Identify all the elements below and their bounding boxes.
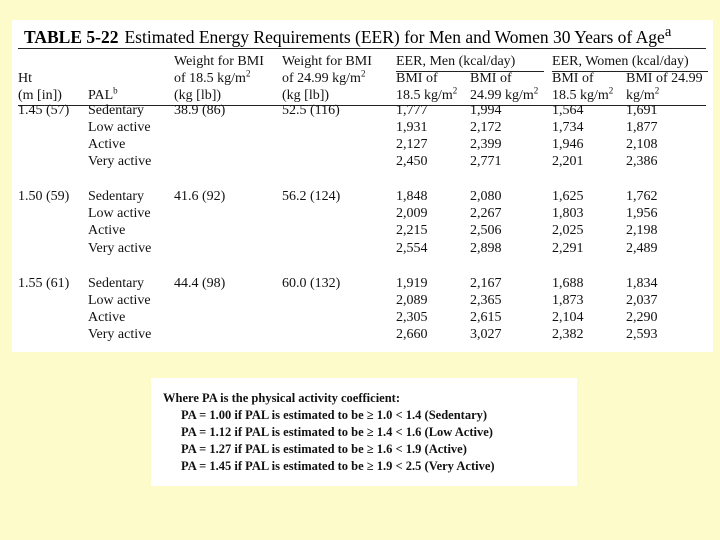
- eer-women-185-cell: 1,803: [552, 206, 584, 222]
- weight-2499-cell: 52.5 (116): [282, 102, 340, 118]
- eer-women-rule: [552, 71, 708, 72]
- eer-men-185-cell: 1,931: [396, 119, 428, 135]
- eer-men-2499-cell: 3,027: [470, 327, 502, 343]
- eer-women-2499-cell: 2,198: [626, 223, 658, 239]
- pal-cell: Sedentary: [88, 102, 144, 118]
- header-women-bmi-2499-sq: 2: [654, 85, 660, 96]
- height-cell: 1.45 (57): [18, 102, 70, 118]
- weight-185-cell: 44.4 (98): [174, 275, 226, 291]
- eer-men-185-cell: 1,777: [396, 102, 428, 118]
- title-footnote-mark: a: [664, 24, 672, 40]
- note-line-sedentary: PA = 1.00 if PAL is estimated to be ≥ 1.0 < 1.4 (Sedentary): [181, 408, 488, 422]
- eer-men-185-cell: 2,305: [396, 309, 428, 325]
- pal-cell: Low active: [88, 119, 151, 135]
- header-men-bmi-2499-line2-text: 24.99 kg/m: [470, 88, 534, 103]
- eer-women-185-cell: 2,291: [552, 240, 584, 256]
- eer-women-2499-cell: 1,877: [626, 119, 658, 135]
- eer-table: [12, 20, 713, 352]
- eer-women-2499-cell: 2,489: [626, 240, 658, 256]
- eer-men-2499-cell: 2,399: [470, 136, 502, 152]
- title-rule: [18, 48, 706, 49]
- table-title-text: Estimated Energy Requirements (EER) for Men and Women 30 Years of Age: [124, 26, 665, 47]
- header-weight-185-line2-text: of 18.5 kg/m: [174, 71, 246, 86]
- table-title: [24, 24, 671, 48]
- header-weight-185-line1: Weight for BMI: [174, 54, 264, 69]
- weight-2499-cell: 56.2 (124): [282, 189, 341, 204]
- weight-185-cell: 41.6 (92): [174, 189, 226, 204]
- pal-cell: Active: [88, 223, 126, 239]
- eer-men-2499-cell: 1,994: [470, 102, 502, 118]
- eer-men-185-cell: 2,215: [396, 223, 428, 239]
- pal-cell: Sedentary: [88, 189, 144, 204]
- header-weight-2499-line3: (kg [lb]): [282, 88, 330, 103]
- height-cell: 1.55 (61): [18, 275, 70, 291]
- eer-men-185-cell: 2,660: [396, 327, 428, 343]
- header-pal-text: PAL: [88, 88, 114, 103]
- eer-men-2499-cell: 2,615: [470, 309, 502, 325]
- eer-men-185-cell: 2,554: [396, 240, 428, 256]
- eer-men-2499-cell: 2,365: [470, 292, 502, 308]
- weight-185-cell: 38.9 (86): [174, 102, 226, 118]
- header-weight-185-sq: 2: [245, 68, 251, 79]
- eer-women-185-cell: 2,025: [552, 223, 584, 239]
- header-eer-women: EER, Women (kcal/day): [552, 54, 689, 69]
- eer-men-185-cell: 1,919: [396, 275, 428, 291]
- header-men-bmi-185-sq: 2: [452, 85, 458, 96]
- eer-men-2499-cell: 2,167: [470, 275, 502, 291]
- header-men-bmi-185-line2-text: 18.5 kg/m: [396, 88, 453, 103]
- header-weight-2499-sq: 2: [360, 68, 366, 79]
- height-cell: 1.50 (59): [18, 189, 70, 204]
- header-weight-2499-line1: Weight for BMI: [282, 54, 372, 69]
- header-men-bmi-2499-line1: BMI of: [470, 71, 512, 86]
- pal-cell: Very active: [88, 240, 152, 256]
- eer-women-185-cell: 1,564: [552, 102, 584, 118]
- eer-men-185-cell: 2,450: [396, 154, 428, 170]
- note-line-low-active: PA = 1.12 if PAL is estimated to be ≥ 1.4 < 1.6 (Low Active): [181, 425, 493, 439]
- eer-women-185-cell: 1,734: [552, 119, 584, 135]
- eer-men-185-cell: 1,848: [396, 189, 428, 204]
- header-weight-2499-line2-text: of 24.99 kg/m: [282, 71, 361, 86]
- eer-men-rule: [396, 71, 544, 72]
- pal-cell: Very active: [88, 154, 152, 170]
- eer-women-2499-cell: 2,386: [626, 154, 658, 170]
- note-line-very-active: PA = 1.45 if PAL is estimated to be ≥ 1.9 < 2.5 (Very Active): [181, 459, 495, 473]
- pa-coefficient-note: [151, 378, 577, 486]
- eer-women-2499-cell: 2,593: [626, 327, 658, 343]
- eer-women-2499-cell: 2,037: [626, 292, 658, 308]
- eer-women-2499-cell: 1,834: [626, 275, 658, 291]
- eer-men-185-cell: 2,127: [396, 136, 428, 152]
- table-label: TABLE 5-22: [24, 26, 119, 47]
- eer-women-185-cell: 2,382: [552, 327, 584, 343]
- eer-men-2499-cell: 2,771: [470, 154, 502, 170]
- header-weight-185-line2: [174, 70, 250, 87]
- eer-men-2499-cell: 2,080: [470, 189, 502, 204]
- note-heading: Where PA is the physical activity coefficient:: [163, 391, 400, 405]
- eer-women-2499-cell: 1,956: [626, 206, 658, 222]
- eer-men-2499-cell: 2,898: [470, 240, 502, 256]
- pal-cell: Active: [88, 136, 126, 152]
- header-women-bmi-185-sq: 2: [608, 85, 614, 96]
- header-women-bmi-185-line1: BMI of: [552, 71, 594, 86]
- eer-women-185-cell: 2,201: [552, 154, 584, 170]
- pal-cell: Low active: [88, 292, 151, 308]
- header-ht: Ht: [18, 71, 32, 86]
- eer-women-185-cell: 1,873: [552, 292, 584, 308]
- header-women-bmi-2499-line1: BMI of 24.99: [626, 71, 703, 86]
- header-women-bmi-2499-line2-text: kg/m: [626, 88, 655, 103]
- pal-cell: Low active: [88, 206, 151, 222]
- header-men-bmi-2499-sq: 2: [533, 85, 539, 96]
- eer-men-185-cell: 2,009: [396, 206, 428, 222]
- header-pal-footnote: b: [113, 85, 118, 96]
- eer-women-2499-cell: 2,108: [626, 136, 658, 152]
- header-men-bmi-185-line1: BMI of: [396, 71, 438, 86]
- eer-men-185-cell: 2,089: [396, 292, 428, 308]
- eer-women-185-cell: 1,625: [552, 189, 584, 204]
- header-eer-men: EER, Men (kcal/day): [396, 54, 516, 69]
- weight-2499-cell: 60.0 (132): [282, 275, 341, 291]
- eer-women-185-cell: 1,946: [552, 136, 584, 152]
- eer-women-185-cell: 2,104: [552, 309, 584, 325]
- header-ht-units: (m [in]): [18, 88, 62, 103]
- eer-women-2499-cell: 1,691: [626, 102, 658, 118]
- pal-cell: Very active: [88, 327, 152, 343]
- pal-cell: Active: [88, 309, 126, 325]
- eer-women-185-cell: 1,688: [552, 275, 584, 291]
- pal-cell: Sedentary: [88, 275, 144, 291]
- eer-men-2499-cell: 2,267: [470, 206, 502, 222]
- eer-women-2499-cell: 2,290: [626, 309, 658, 325]
- eer-women-2499-cell: 1,762: [626, 189, 658, 204]
- header-women-bmi-185-line2-text: 18.5 kg/m: [552, 88, 609, 103]
- header-weight-185-line3: (kg [lb]): [174, 88, 222, 103]
- header-weight-2499-line2: [282, 70, 365, 87]
- eer-men-2499-cell: 2,172: [470, 119, 502, 135]
- note-line-active: PA = 1.27 if PAL is estimated to be ≥ 1.6 < 1.9 (Active): [181, 442, 467, 456]
- eer-men-2499-cell: 2,506: [470, 223, 502, 239]
